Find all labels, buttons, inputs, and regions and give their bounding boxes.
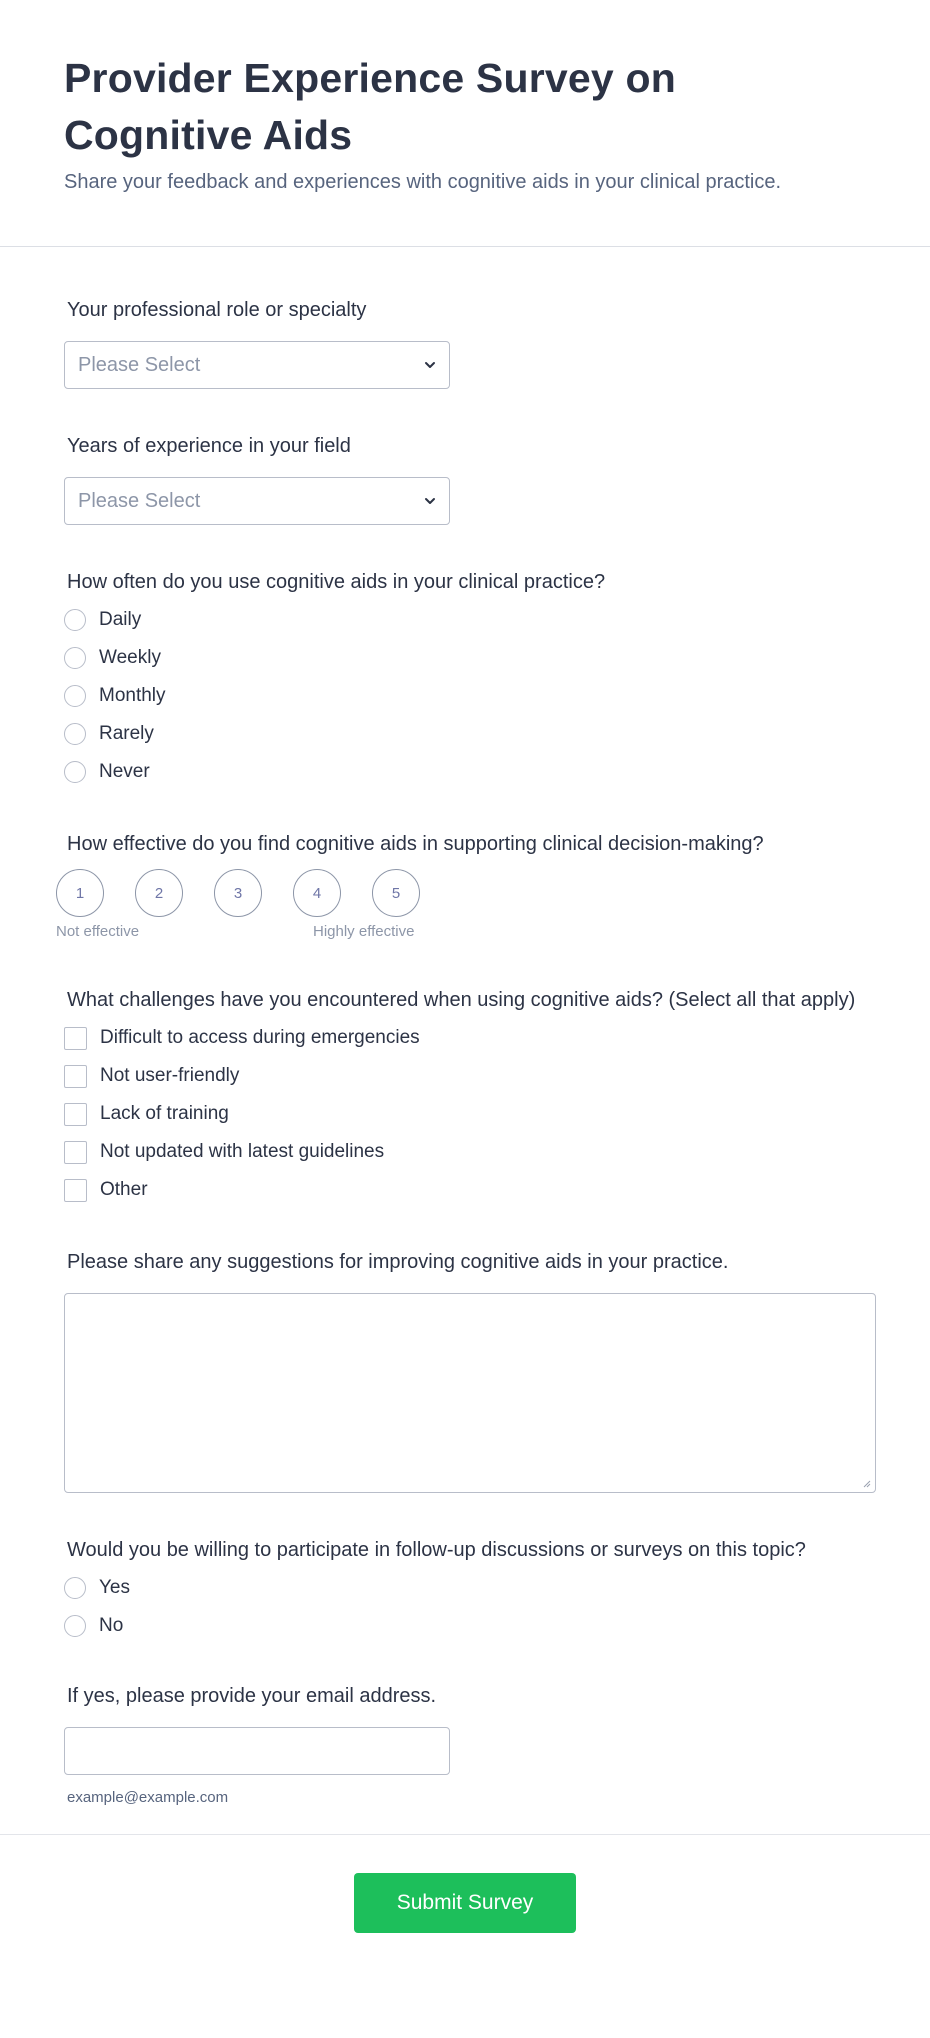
question-label: Years of experience in your field — [67, 435, 351, 457]
form-footer — [0, 1834, 930, 1933]
chevron-down-icon — [423, 358, 437, 372]
option-label: Other — [100, 1179, 148, 1200]
checkbox[interactable] — [64, 1103, 87, 1126]
email-field[interactable] — [64, 1727, 450, 1775]
radio-option-yes[interactable] — [64, 1569, 876, 1607]
rating-option-1[interactable]: 1 — [56, 869, 104, 917]
question-label: If yes, please provide your email address. — [67, 1685, 437, 1707]
scale-high-label: Highly effective — [313, 923, 415, 940]
checkbox[interactable] — [64, 1141, 87, 1164]
rating-scale-labels — [56, 923, 876, 945]
radio-button[interactable] — [64, 685, 86, 707]
question-label: Please share any suggestions for improving cognitive aids in your practice. — [67, 1251, 729, 1273]
option-label: Daily — [99, 609, 142, 630]
checkbox[interactable] — [64, 1179, 87, 1202]
page-title: Provider Experience Survey on Cognitive Aids — [64, 55, 676, 158]
radio-button[interactable] — [64, 723, 86, 745]
question-followup — [64, 1537, 876, 1645]
radio-button[interactable] — [64, 647, 86, 669]
question-suggestions — [64, 1249, 876, 1493]
rating-option-4[interactable]: 4 — [293, 869, 341, 917]
role-select[interactable] — [64, 341, 450, 389]
radio-option-daily[interactable] — [64, 601, 876, 639]
select-placeholder: Please Select — [78, 489, 201, 512]
checkbox-option[interactable] — [64, 1057, 876, 1095]
question-label: What challenges have you encountered when using cognitive aids? (Select all that apply) — [67, 989, 856, 1011]
question-challenges — [64, 987, 876, 1209]
select-placeholder: Please Select — [78, 353, 201, 376]
question-label: How effective do you find cognitive aids in supporting clinical decision-making? — [67, 833, 764, 855]
option-label: Weekly — [99, 647, 161, 668]
survey-form — [0, 297, 930, 1806]
option-label: Monthly — [99, 685, 166, 706]
radio-button[interactable] — [64, 1615, 86, 1637]
question-experience — [64, 433, 876, 525]
option-label: Never — [99, 761, 150, 782]
experience-select[interactable] — [64, 477, 450, 525]
option-label: Difficult to access during emergencies — [100, 1027, 420, 1048]
checkbox-option[interactable] — [64, 1019, 876, 1057]
radio-option-no[interactable] — [64, 1607, 876, 1645]
rating-option-5[interactable]: 5 — [372, 869, 420, 917]
question-label: Your professional role or specialty — [67, 299, 367, 321]
radio-option-weekly[interactable] — [64, 639, 876, 677]
radio-option-monthly[interactable] — [64, 677, 876, 715]
chevron-down-icon — [423, 494, 437, 508]
question-label: Would you be willing to participate in follow-up discussions or surveys on this topic? — [67, 1539, 806, 1561]
option-label: Not user-friendly — [100, 1065, 240, 1086]
option-label: Rarely — [99, 723, 154, 744]
checkbox[interactable] — [64, 1065, 87, 1088]
question-frequency — [64, 569, 876, 791]
radio-button[interactable] — [64, 609, 86, 631]
radio-button[interactable] — [64, 761, 86, 783]
checkbox[interactable] — [64, 1027, 87, 1050]
rating-option-2[interactable]: 2 — [135, 869, 183, 917]
option-label: Yes — [99, 1577, 130, 1598]
email-sublabel: example@example.com — [67, 1789, 229, 1806]
resize-grip-icon[interactable] — [861, 1478, 871, 1488]
suggestions-textarea[interactable] — [64, 1293, 876, 1493]
form-header — [0, 0, 930, 247]
option-label: Lack of training — [100, 1103, 229, 1124]
rating-scale — [56, 869, 876, 917]
question-role — [64, 297, 876, 389]
scale-low-label: Not effective — [56, 923, 140, 940]
question-effectiveness — [56, 831, 876, 945]
option-label: Not updated with latest guidelines — [100, 1141, 385, 1162]
radio-option-never[interactable] — [64, 753, 876, 791]
checkbox-option[interactable] — [64, 1133, 876, 1171]
radio-option-rarely[interactable] — [64, 715, 876, 753]
checkbox-option[interactable] — [64, 1095, 876, 1133]
radio-button[interactable] — [64, 1577, 86, 1599]
submit-survey-button[interactable]: Submit Survey — [354, 1873, 576, 1933]
page-subtitle: Share your feedback and experiences with cognitive aids in your clinical practice. — [64, 171, 782, 193]
checkbox-option[interactable] — [64, 1171, 876, 1209]
question-label: How often do you use cognitive aids in your clinical practice? — [67, 571, 606, 593]
rating-option-3[interactable]: 3 — [214, 869, 262, 917]
question-email — [64, 1683, 876, 1806]
option-label: No — [99, 1615, 124, 1636]
